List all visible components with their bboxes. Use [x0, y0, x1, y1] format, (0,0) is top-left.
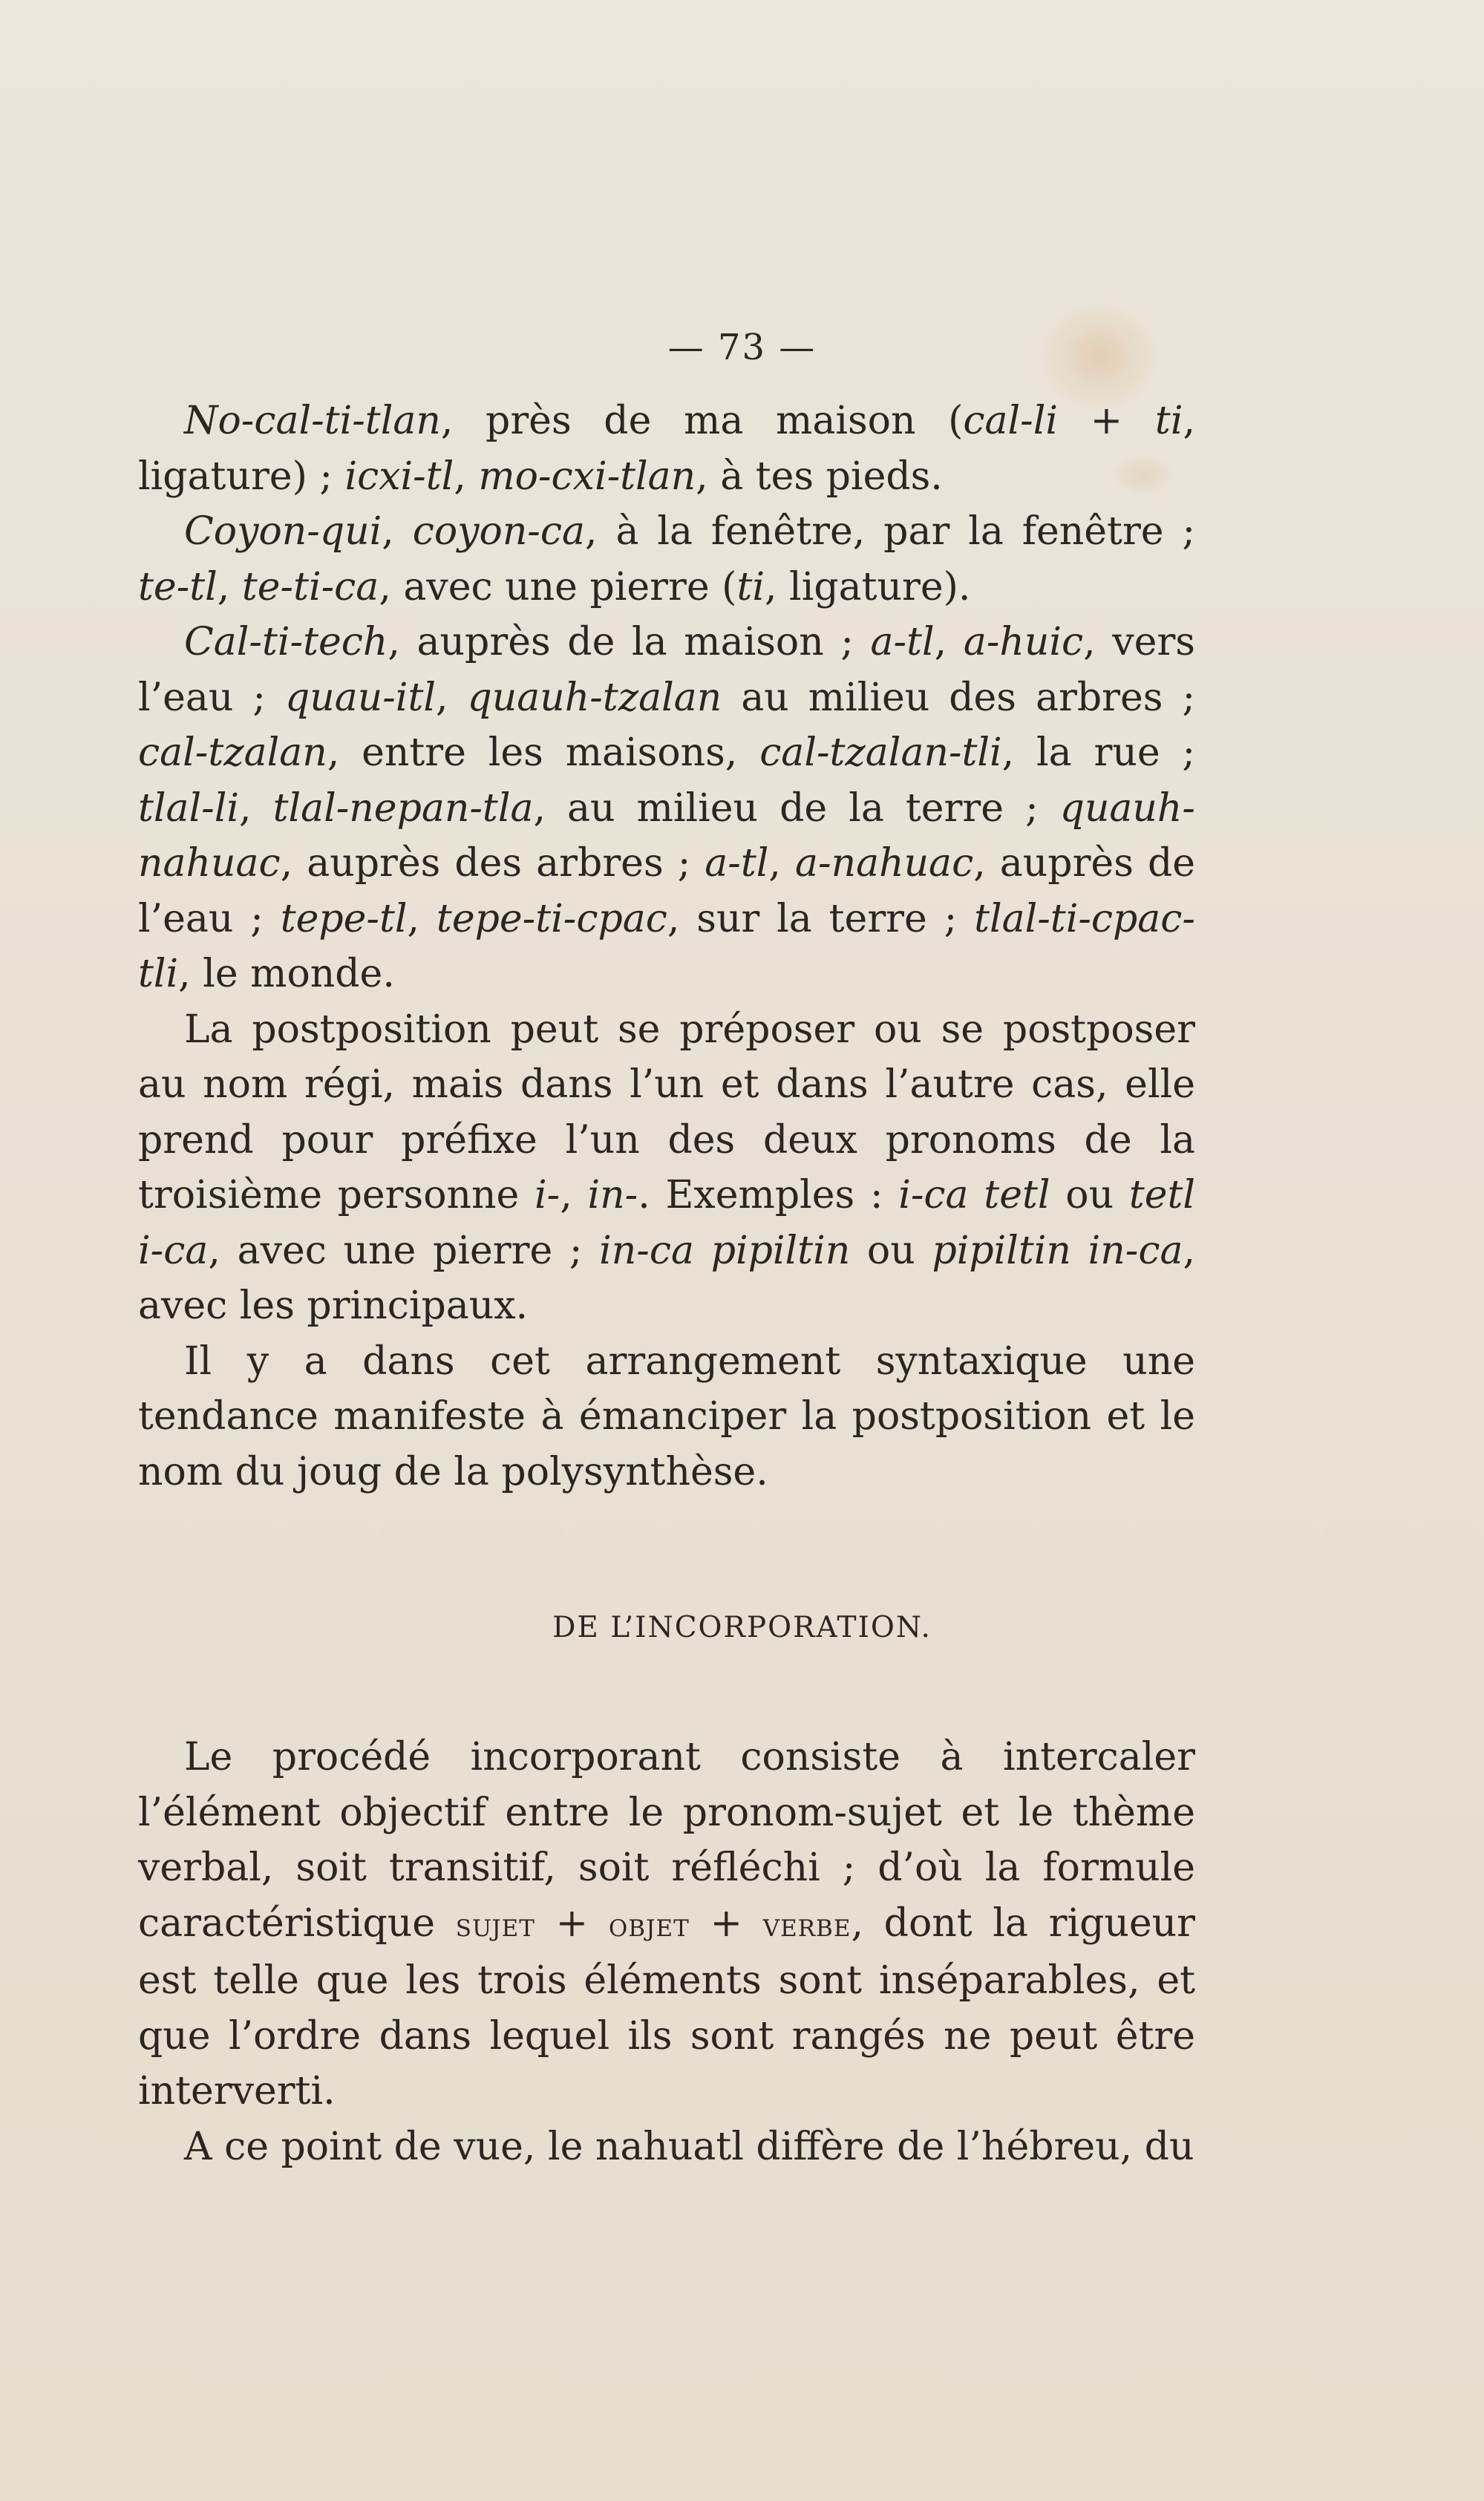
page-number: — 73 —	[667, 327, 817, 368]
italic-term: quauh-tzalan	[467, 675, 722, 720]
paragraph	[138, 1002, 1195, 1334]
text-run: ou	[1050, 1173, 1129, 1217]
text-run: ,	[239, 785, 273, 831]
small-caps-term: verbe	[762, 1906, 851, 1944]
italic-term: te-ti-ca	[241, 564, 379, 609]
paragraph	[138, 2119, 1195, 2175]
section-heading: DE L’INCORPORATION.	[552, 1611, 932, 1644]
italic-term: icxi-tl	[344, 454, 454, 499]
text-run: . Exemples :	[638, 1173, 899, 1217]
italic-term: ti	[1154, 399, 1183, 443]
text-run: , le monde.	[178, 952, 395, 996]
text-run: Il y a dans cet arrangement syntaxique une tendance manifeste à émanciper la postposition et le nom du joug de la polysynthèse.	[138, 1338, 1195, 1494]
paragraph	[138, 393, 1195, 504]
italic-term: tetl i-ca	[138, 1173, 1196, 1273]
text-run: ,	[217, 564, 242, 609]
text-run: ,	[454, 454, 479, 499]
small-caps-term: sujet	[455, 1906, 535, 1944]
text-run: , auprès des arbres ;	[280, 841, 705, 886]
text-run: , auprès de la maison ;	[388, 620, 871, 664]
small-caps-term: objet	[608, 1906, 690, 1944]
text-run: , à tes pieds.	[696, 454, 943, 499]
italic-term: te-tl	[138, 564, 218, 609]
text-run: Le procédé incorporant consiste à intercaler l’élément objectif entre le pronom-sujet et le thème verbal, soit transitif, soit réfléchi ; d’où la formule caractéristique	[138, 1735, 1195, 1946]
italic-term: No-cal-ti-tlan	[184, 399, 441, 443]
text-run: , près de ma maison (	[440, 399, 964, 443]
italic-term: ti	[736, 564, 765, 609]
text-run: , dont la rigueur est telle que les trois éléments sont inséparables, et que l’ordre dans lequel ils sont rangés ne peut être interverti.	[138, 1900, 1195, 2113]
italic-term: i-	[535, 1173, 560, 1217]
text-run: , entre les maisons,	[327, 730, 760, 775]
italic-term: a-huic	[963, 620, 1084, 664]
text-run: , sur la terre ;	[667, 896, 975, 941]
text-run: ,	[768, 841, 796, 886]
italic-term: Coyon-qui	[184, 509, 382, 554]
text-run: au milieu des arbres ;	[722, 675, 1195, 720]
text-run: , vers l’eau ;	[138, 620, 1195, 720]
body-text-upper	[138, 393, 1195, 1500]
text-run: , avec les principaux.	[138, 1228, 1195, 1328]
text-run: , avec une pierre ;	[208, 1228, 600, 1273]
italic-term: quauh-nahuac	[138, 785, 1195, 886]
italic-term: tepe-tl	[280, 896, 408, 941]
italic-term: a-tl	[870, 620, 935, 664]
text-run: A ce point de vue, le nahuatl diffère de l’hébreu, du	[184, 2124, 1194, 2169]
text-run: , ligature).	[765, 564, 971, 609]
text-run: +	[1058, 399, 1155, 443]
paragraph	[138, 1730, 1195, 2119]
italic-term: Cal-ti-tech	[184, 620, 388, 664]
text-run: ,	[934, 620, 964, 664]
body-text-lower	[138, 1730, 1195, 2174]
text-run: ,	[560, 1173, 588, 1217]
paragraph	[138, 615, 1195, 1002]
text-run: , auprès de l’eau ;	[138, 841, 1196, 941]
text-run: ,	[407, 896, 437, 941]
italic-term: in-	[587, 1173, 638, 1217]
italic-term: i-ca tetl	[898, 1173, 1050, 1217]
italic-term: coyon-ca	[412, 509, 586, 554]
italic-term: cal-li	[963, 399, 1058, 443]
italic-term: a-nahuac	[795, 841, 974, 886]
text-run: +	[689, 1900, 763, 1946]
paragraph	[138, 1334, 1195, 1500]
text-run: ,	[435, 675, 468, 720]
text-run: , au milieu de la terre ;	[533, 785, 1060, 831]
text-run: La postposition peut se préposer ou se postposer au nom régi, mais dans l’un et dans l’autre cas, elle prend pour préfixe l’un des deux pronoms de la troisième personne	[138, 1007, 1195, 1217]
italic-term: tlal-li	[138, 785, 239, 831]
text-run: , avec une pierre (	[379, 564, 737, 609]
italic-term: tlal-nepan-tla	[272, 785, 534, 831]
italic-term: tepe-ti-cpac	[436, 896, 667, 941]
text-run: +	[535, 1900, 609, 1946]
italic-term: quau-itl	[284, 675, 436, 720]
italic-term: tlal-ti-cpac-tli	[138, 896, 1195, 996]
italic-term: in-ca pipiltin	[599, 1228, 851, 1273]
italic-term: mo-cxi-tlan	[478, 454, 696, 499]
italic-term: cal-tzalan	[138, 730, 327, 775]
italic-term: cal-tzalan-tli	[759, 730, 1002, 775]
italic-term: a-tl	[705, 841, 769, 886]
paragraph	[138, 504, 1195, 615]
text-run: , ligature) ;	[138, 399, 1195, 499]
text-run: ,	[382, 509, 413, 554]
text-run: ou	[850, 1228, 932, 1273]
text-run: , à la fenêtre, par la fenêtre ;	[585, 509, 1195, 554]
italic-term: pipiltin in-ca	[932, 1228, 1183, 1273]
text-run: , la rue ;	[1001, 730, 1196, 775]
